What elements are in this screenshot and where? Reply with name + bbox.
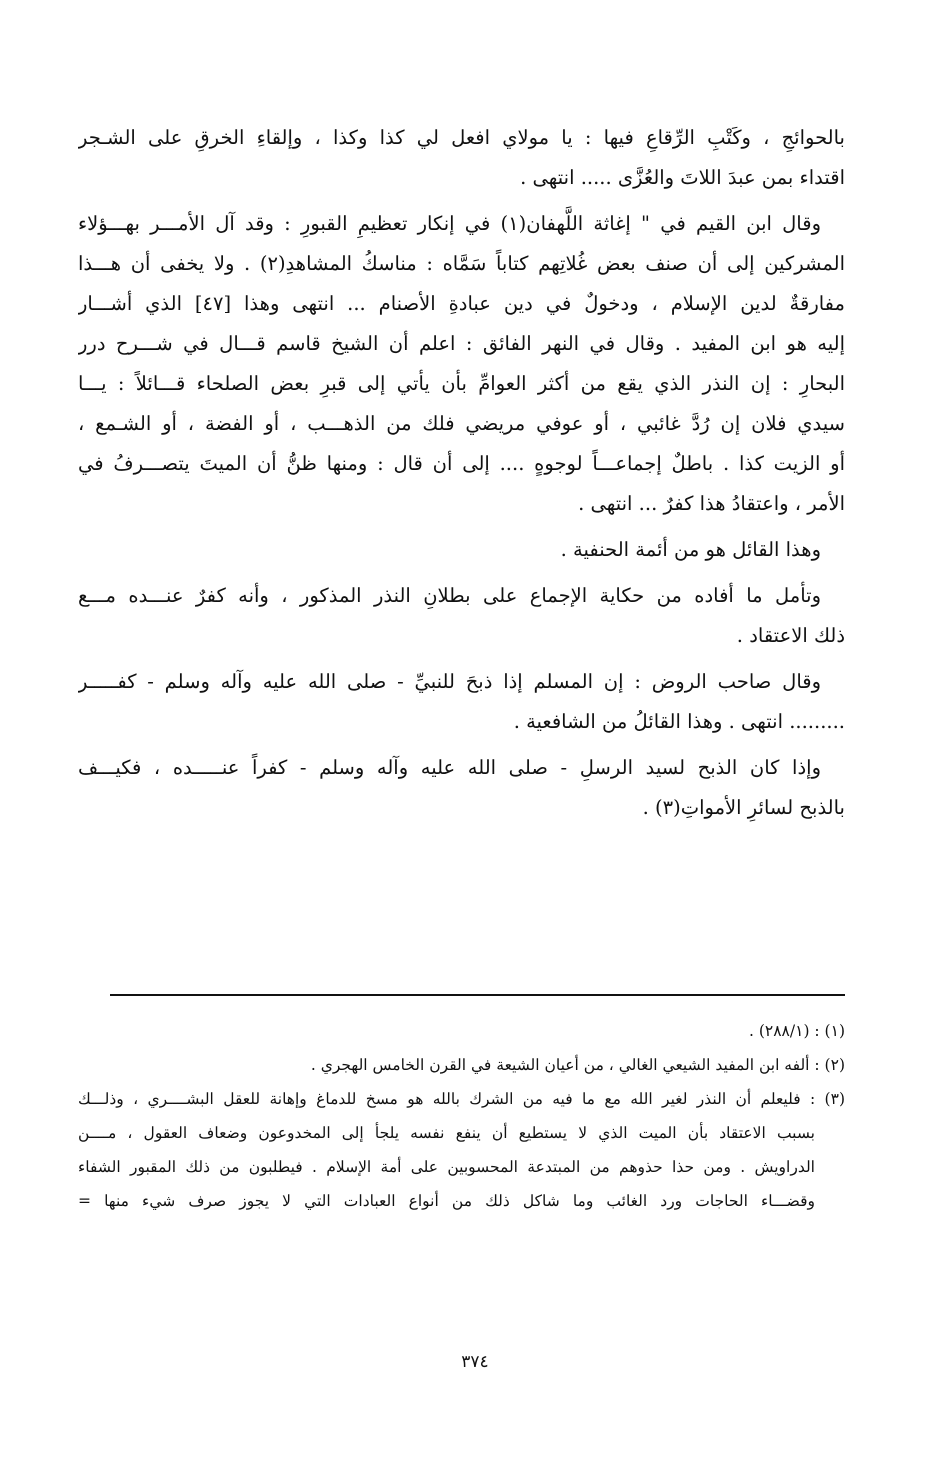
main-text bbox=[78, 118, 845, 828]
footnote-divider bbox=[110, 994, 845, 996]
text-line: أو الزيت كذا . باطلٌ إجماعـــاً لوجوهٍ .... إلى أن قال : ومنها ظنُّ أن الميتَ يتصـــرفُ في bbox=[78, 452, 845, 475]
text-line: سيدي فلان إن رُدَّ غائبي ، أو عوفي مريضي فلك من الذهـــب ، أو الفضة ، أو الشـمع ، bbox=[78, 412, 845, 435]
text-line: إليه هو ابن المفيد . وقال في النهر الفائق : اعلم أن الشيخ قاسم قـــال في شـــرح درر bbox=[78, 332, 845, 355]
text-line: اقتداء بمن عبدَ اللاتَ والعُزَّى ..... انتهى . bbox=[520, 166, 845, 189]
text-line: وإذا كان الذبح لسيد الرسلِ - صلى الله عليه وآله وسلم - كفراً عنـــــده ، فكيـــف bbox=[78, 756, 821, 779]
text-line: وتأمل ما أفاده من حكاية الإجماع على بطلانِ النذر المذكور ، وأنه كفرٌ عنـــده مـــع bbox=[78, 584, 821, 607]
text-line: ......... انتهى . وهذا القائلُ من الشافعية . bbox=[513, 710, 845, 733]
text-line: وقال صاحب الروض : إن المسلم إذا ذبحَ للنبيِّ - صلى الله عليه وآله وسلم - كفـــــر bbox=[78, 670, 821, 693]
text-line: وهذا القائل هو من أئمة الحنفية . bbox=[560, 538, 821, 561]
text-line: مفارقةٌ لدين الإسلام ، ودخولٌ في دين عبادةِ الأصنام ... انتهى وهذا [٤٧] الذي أشـــار bbox=[78, 292, 845, 315]
footnotes bbox=[78, 1014, 845, 1218]
text-line: بالذبح لسائرِ الأمواتِ(٣) . bbox=[642, 796, 845, 819]
text-line: المشركين إلى أن صنف بعض غُلاتِهم كتاباً سَمَّاه : مناسكُ المشاهدِ(٢) . ولا يخفى أن هـــذا bbox=[78, 252, 845, 275]
text-line: الأمر ، واعتقادُ هذا كفرٌ ... انتهى . bbox=[578, 492, 845, 515]
footnote-3-line: (٣) : فليعلم أن النذر لغير الله مع ما فيه من الشرك بالله هو مسخ للدماغ وإهانة للعقل البشــــري ، وذلـــك bbox=[78, 1090, 845, 1108]
text-line: بالحوائجِ ، وكَتْبِ الرِّقاعِ فيها : يا مولاي افعل لي كذا وكذا ، وإلقاءِ الخرقِ على الشـجر bbox=[78, 126, 845, 149]
footnote-2: (٢) : ألفه ابن المفيد الشيعي الغالي ، من أعيان الشيعة في القرن الخامس الهجري . bbox=[310, 1056, 845, 1074]
text-line: البحارِ : إن النذر الذي يقع من أكثر العوامِّ بأن يأتي إلى قبرِ بعض الصلحاء قـــائلاً : يـــا bbox=[78, 372, 845, 395]
footnote-1: (١) : (٢٨٨/١) . bbox=[749, 1022, 845, 1040]
text-line: وقال ابن القيم في " إغاثة اللَّهفان(١) في إنكار تعظيمِ القبورِ : وقد آل الأمـــر بهـــؤلاء bbox=[78, 212, 821, 235]
text-line: ذلك الاعتقاد . bbox=[736, 624, 845, 647]
footnote-3-line: بسبب الاعتقاد بأن الميت الذي لا يستطيع أن ينفع نفسه يلجأ إلى المخدوعون وضعاف العقول ، مــــن bbox=[78, 1124, 815, 1142]
page-number: ٣٧٤ bbox=[461, 1352, 489, 1372]
footnote-3-line: وقضـــاء الحاجات ورد الغائب وما شاكل ذلك من أنواع العبادات التي لا يجوز صرف شيء منها = bbox=[78, 1192, 815, 1210]
footnote-3-line: الدراويش . ومن حذا حذوهم من المبتدعة المحسوبين على أمة الإسلام . فيطلبون من ذلك المقبور الشفاء bbox=[78, 1158, 815, 1176]
